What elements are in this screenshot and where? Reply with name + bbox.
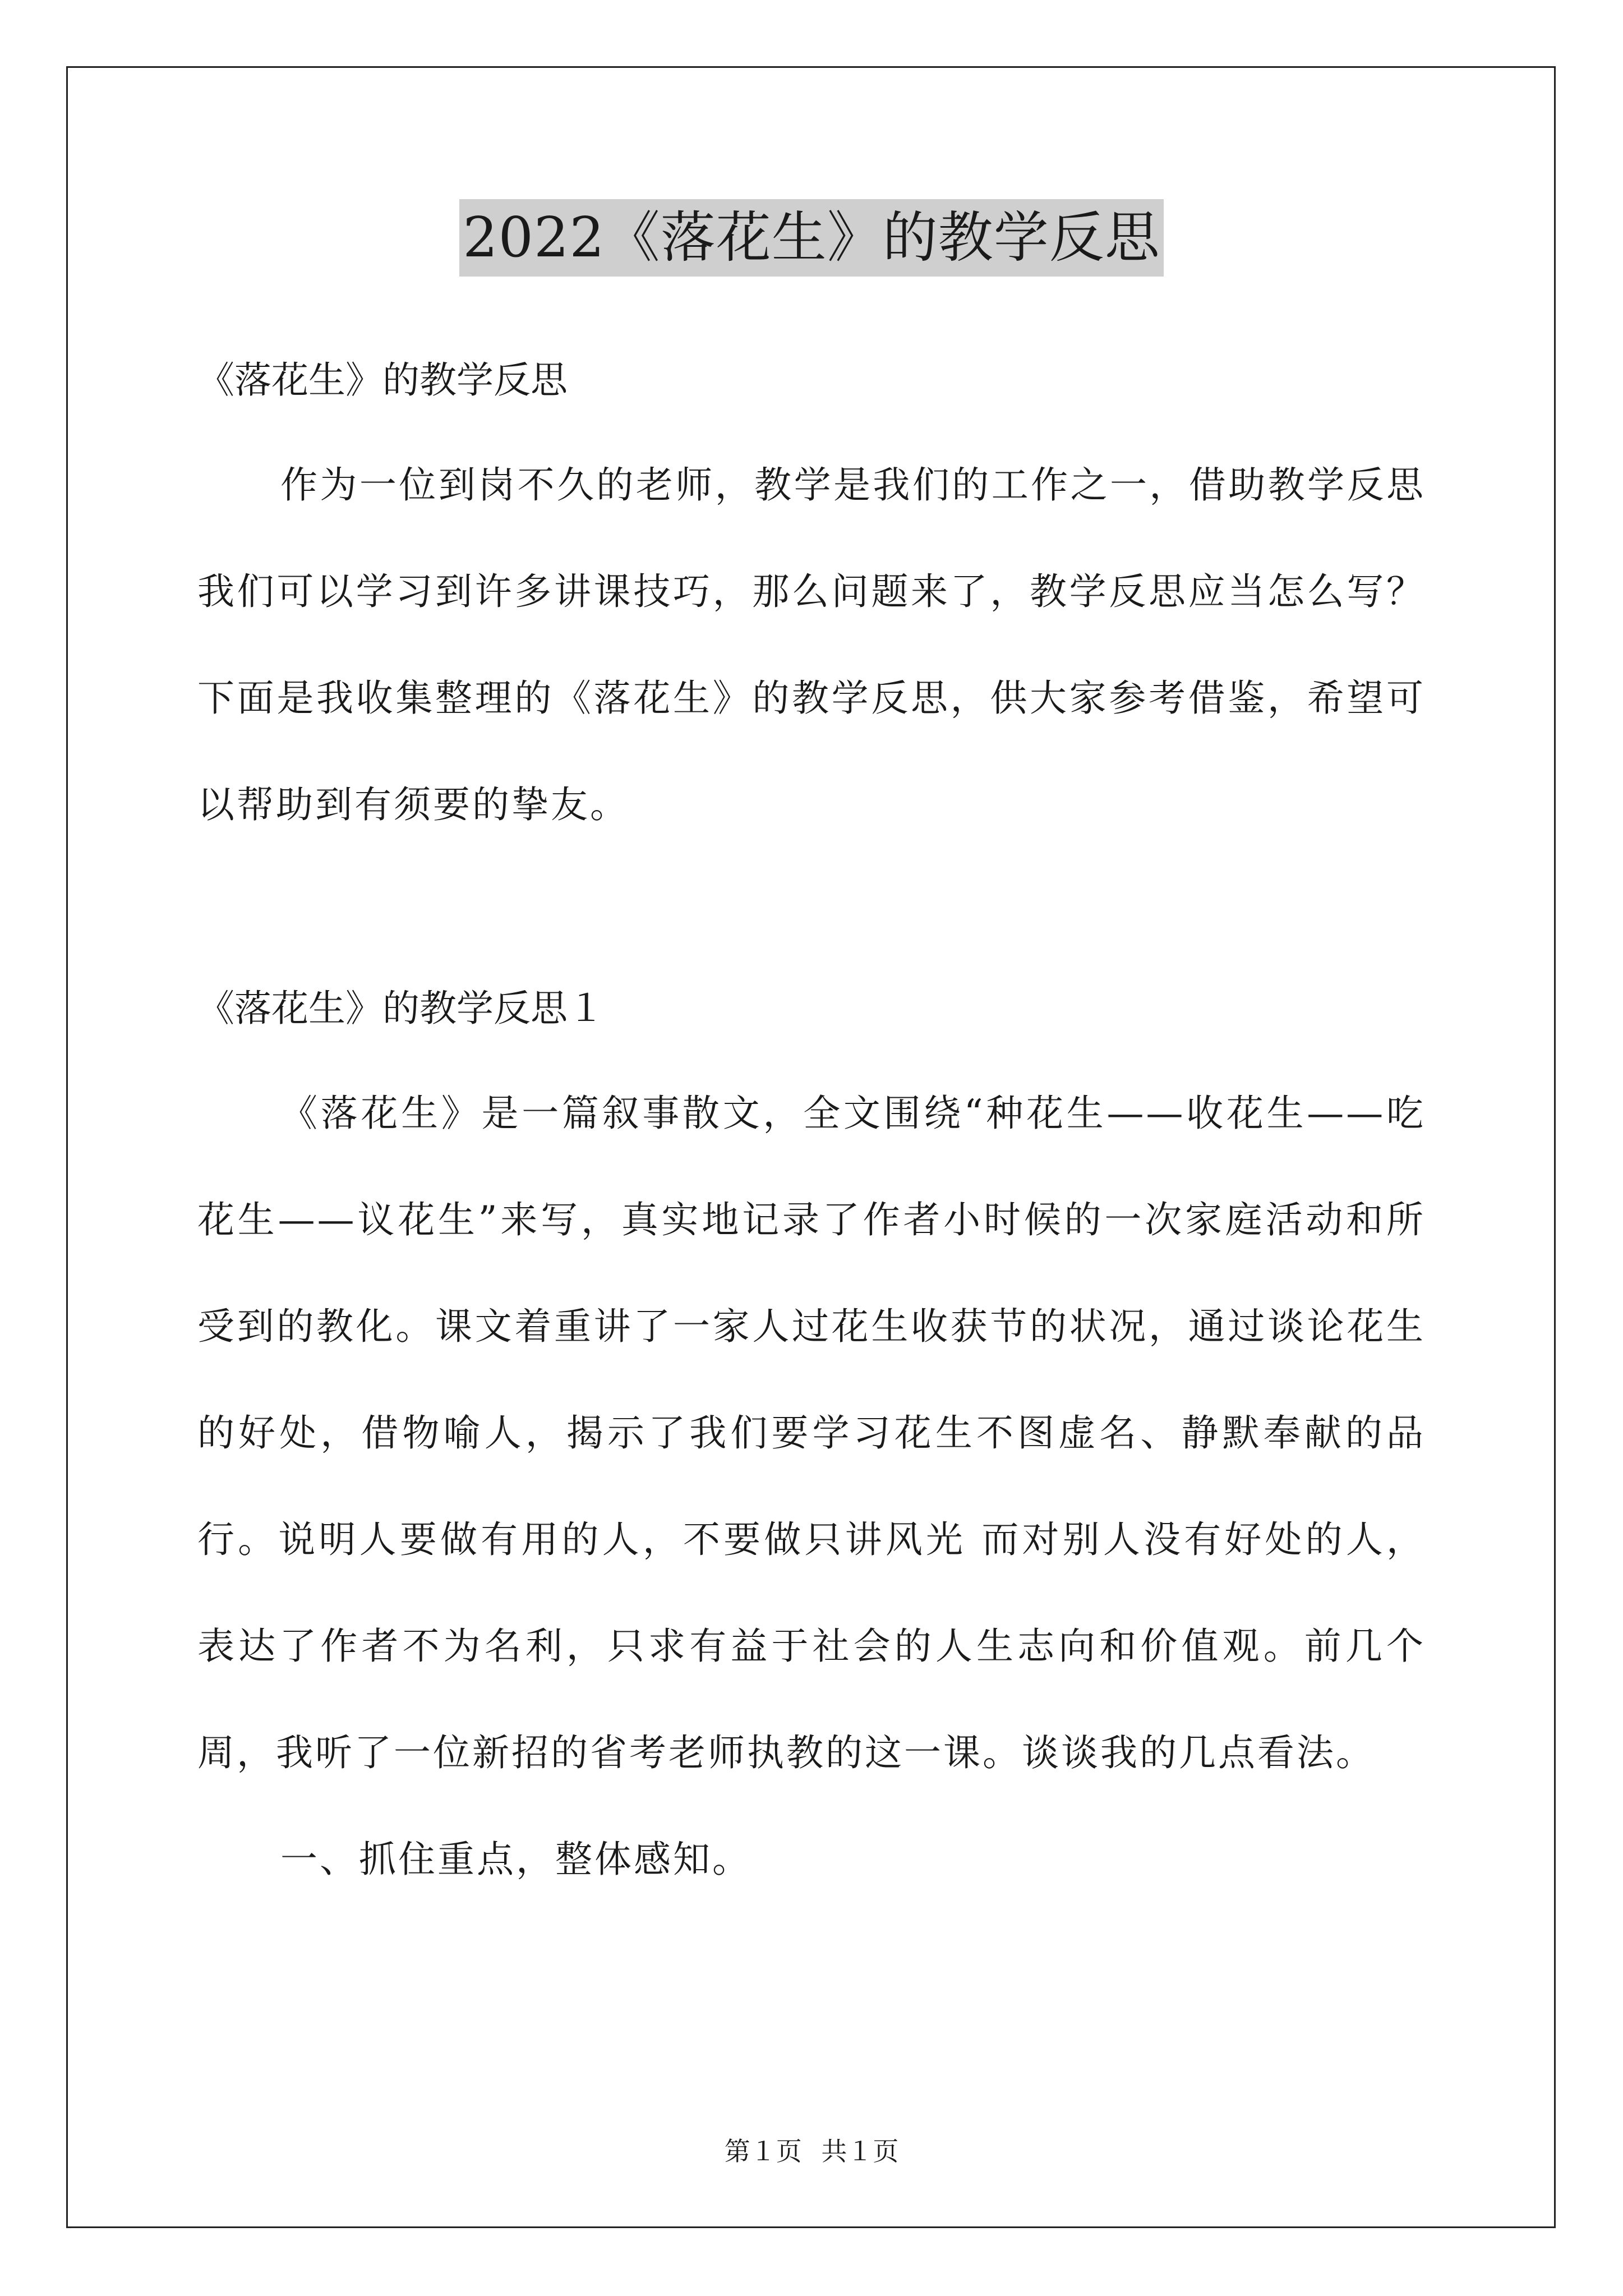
page-footer — [0, 2134, 1623, 2168]
section1-paragraph: 《落花生》是一篇叙事散文，全文围绕“种花生——收花生——吃花生——议花生”来写，真实地记录了作者小时候的一次家庭活动和所受到的教化。课文着重讲了一家人过花生收获节的状况，通过谈论花生的好处，借物喻人，揭示了我们要学习花生不图虚名、静默奉献的品行。说明人要做有用的人，不要做只讲风光 而对别人没有好处的人，表达了作者不为名利，只求有益于社会的人生志向和价值观。前几个周，我听了一位新招的省考老师执教的这一课。谈谈我的几点看法。 — [197, 1092, 1426, 1774]
section1-heading: 《落花生》的教学反思１ — [197, 987, 605, 1030]
intro-heading: 《落花生》的教学反思 — [197, 358, 568, 402]
point1-paragraph: 一、抓住重点，整体感知。 — [280, 1838, 751, 1881]
document-body — [197, 337, 1426, 1913]
intro-paragraph: 作为一位到岗不久的老师，教学是我们的工作之一，借助教学反思我们可以学习到许多讲课技巧，那么问题来了，教学反思应当怎么写？下面是我收集整理的《落花生》的教学反思，供大家参考借鉴，希望可以帮助到有须要的挚友。 — [197, 463, 1426, 826]
title-container — [0, 199, 1623, 277]
page-number-total: 共１页 — [821, 2136, 899, 2166]
page-number-current: 第１页 — [724, 2136, 802, 2166]
document-title: 2022《落花生》的教学反思 — [459, 199, 1163, 277]
